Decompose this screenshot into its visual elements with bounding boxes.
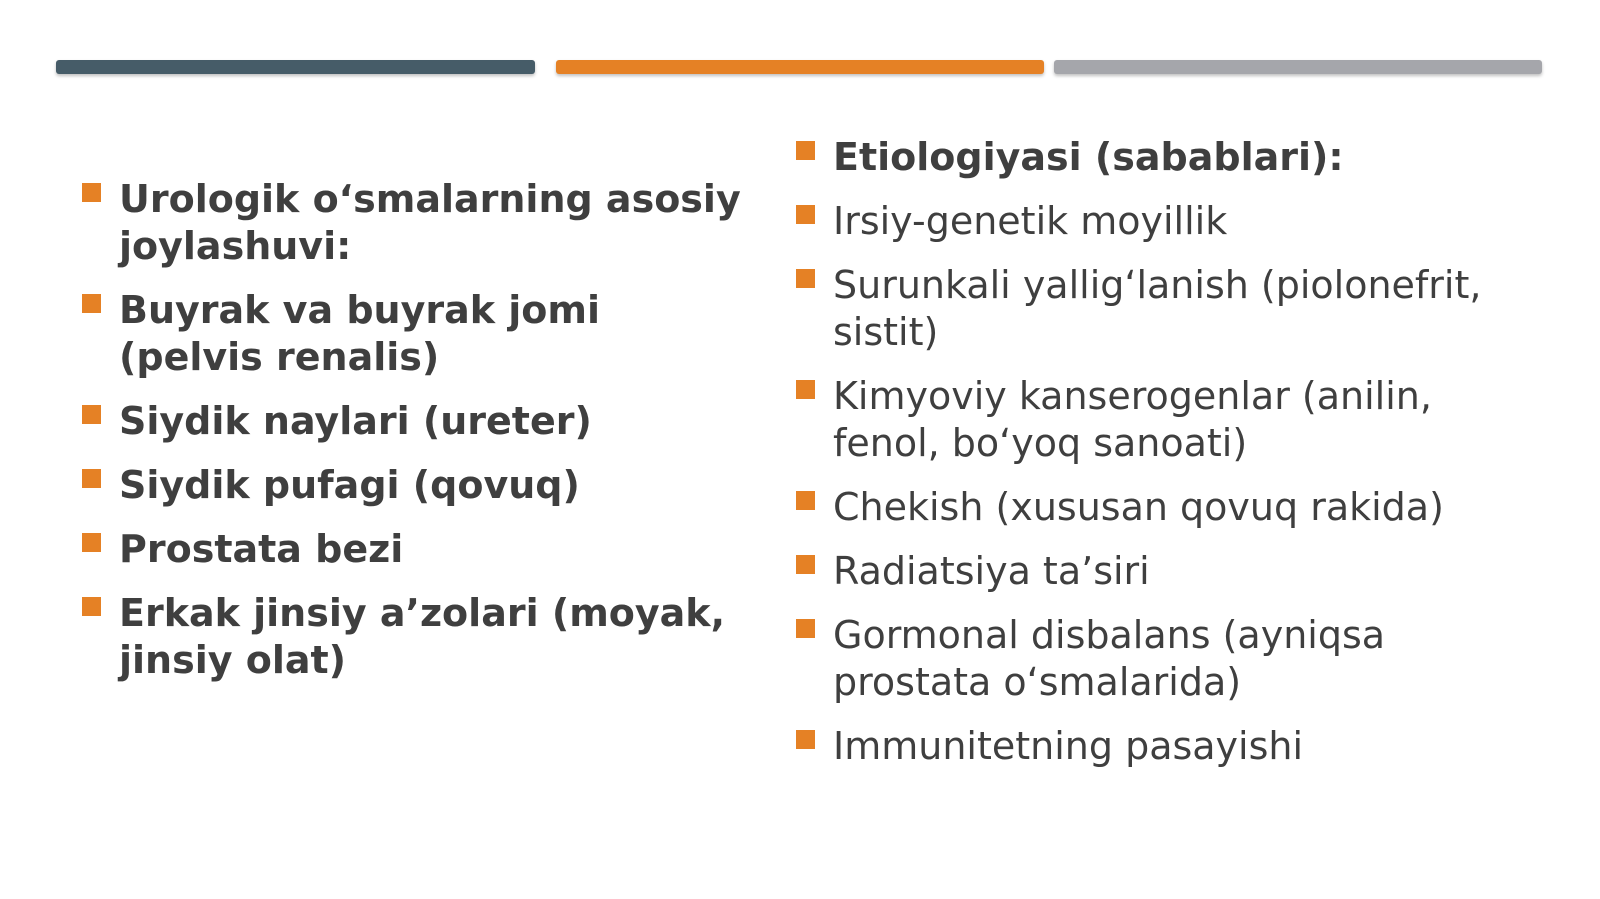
- list-item-text: Gormonal disbalans (ayniqsa prostata o‘smalarida): [833, 613, 1386, 704]
- list-item: [796, 198, 1516, 245]
- square-bullet-icon: [82, 183, 101, 202]
- list-item-text: Irsiy-genetik moyillik: [833, 199, 1228, 243]
- list-item: [82, 590, 742, 684]
- list-item: [796, 373, 1516, 467]
- square-bullet-icon: [796, 730, 815, 749]
- list-item: [82, 398, 742, 445]
- list-item-text: Urologik o‘smalarning asosiy joylashuvi:: [119, 177, 741, 268]
- list-item: [796, 262, 1516, 356]
- square-bullet-icon: [82, 469, 101, 488]
- list-item-text: Etiologiyasi (sabablari):: [833, 135, 1344, 179]
- square-bullet-icon: [82, 597, 101, 616]
- list-item-text: Prostata bezi: [119, 527, 404, 571]
- list-item: [82, 176, 742, 270]
- list-item-text: Immunitetning pasayishi: [833, 724, 1304, 768]
- list-item: [796, 548, 1516, 595]
- etiology-list: [796, 134, 1516, 787]
- list-item: [82, 462, 742, 509]
- list-item: [796, 723, 1516, 770]
- list-item-text: Kimyoviy kanserogenlar (anilin, fenol, bo‘yoq sanoati): [833, 374, 1432, 465]
- list-item: [796, 484, 1516, 531]
- list-item-text: Surunkali yallig‘lanish (piolonefrit, sistit): [833, 263, 1482, 354]
- square-bullet-icon: [796, 619, 815, 638]
- list-item-text: Siydik naylari (ureter): [119, 399, 592, 443]
- list-item-text: Buyrak va buyrak jomi (pelvis renalis): [119, 288, 600, 379]
- square-bullet-icon: [796, 380, 815, 399]
- square-bullet-icon: [82, 405, 101, 424]
- list-heading: [796, 134, 1516, 181]
- list-item: [82, 526, 742, 573]
- square-bullet-icon: [796, 269, 815, 288]
- header-bar-gray: [1054, 60, 1542, 74]
- list-item-text: Erkak jinsiy a’zolari (moyak, jinsiy olat): [119, 591, 726, 682]
- list-item: [82, 287, 742, 381]
- square-bullet-icon: [796, 141, 815, 160]
- square-bullet-icon: [796, 491, 815, 510]
- header-bar-dark: [56, 60, 535, 74]
- list-item: [796, 612, 1516, 706]
- square-bullet-icon: [796, 555, 815, 574]
- list-item-text: Radiatsiya ta’siri: [833, 549, 1150, 593]
- localization-list: [82, 176, 742, 701]
- square-bullet-icon: [82, 533, 101, 552]
- square-bullet-icon: [796, 205, 815, 224]
- square-bullet-icon: [82, 294, 101, 313]
- list-item-text: Siydik pufagi (qovuq): [119, 463, 580, 507]
- header-bar-orange: [556, 60, 1044, 74]
- list-item-text: Chekish (xususan qovuq rakida): [833, 485, 1444, 529]
